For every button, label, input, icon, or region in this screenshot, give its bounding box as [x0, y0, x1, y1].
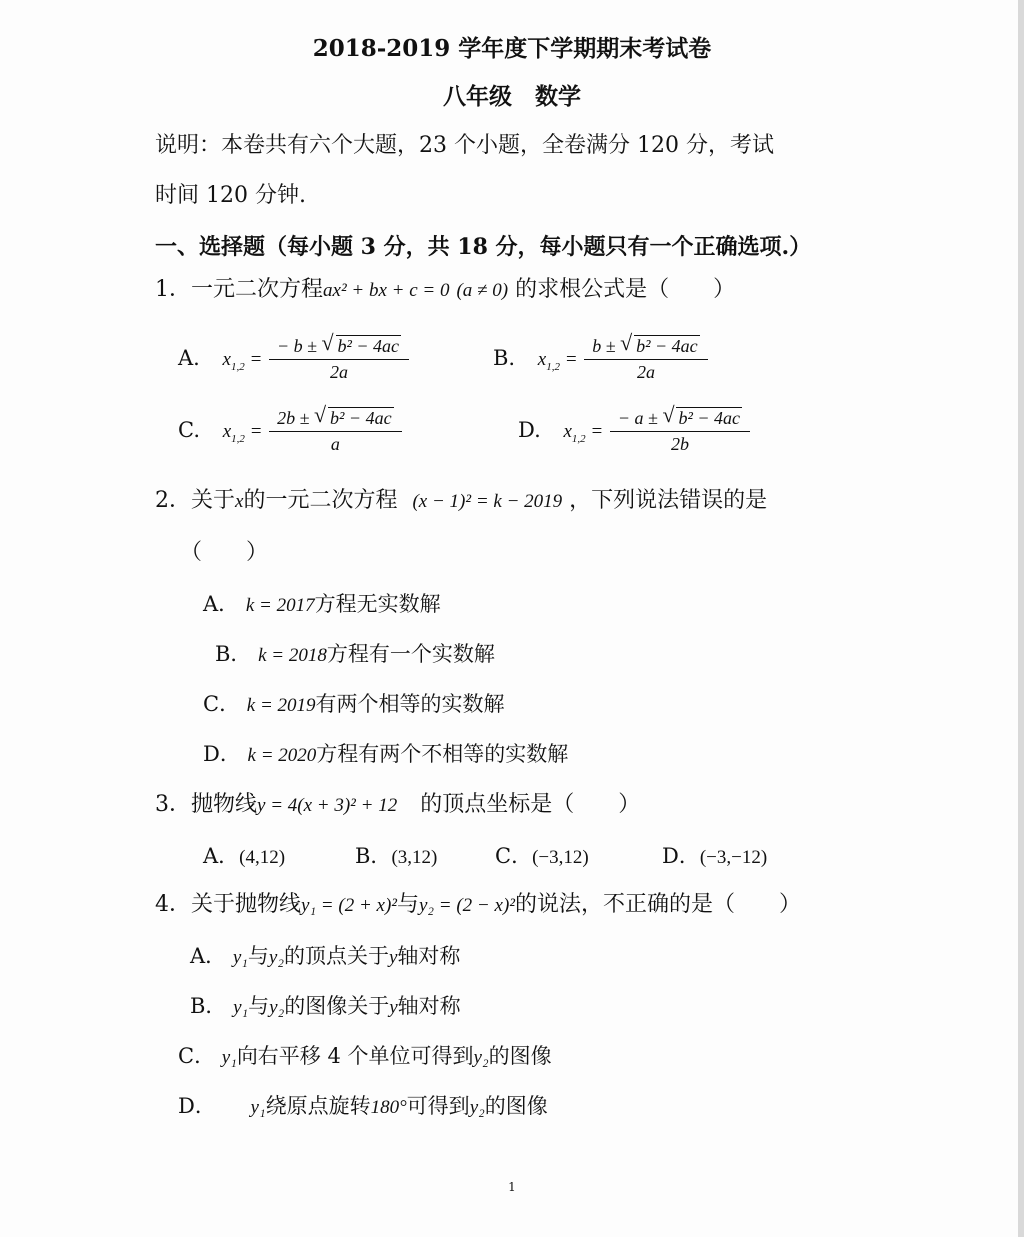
option-math: k = 2020 — [247, 745, 317, 766]
option-math: y₂ — [268, 947, 284, 968]
page-edge — [1018, 0, 1024, 1237]
section-1-heading: 一、选择题（每小题 3 分，共 18 分，每小题只有一个正确选项.） — [155, 234, 812, 260]
option-math: y — [388, 947, 398, 968]
option-letter: A. — [178, 346, 200, 370]
equation: ax² + bx + c = 0 — [323, 280, 450, 301]
formula-numerator-prefix: − b ± — [276, 336, 318, 356]
option-letter: C． — [178, 1044, 216, 1068]
question-text: ，下列说法错误的是 — [569, 488, 768, 513]
formula-radicand: b² − 4ac — [330, 408, 392, 428]
intro-line-2: 时间 120 分钟. — [155, 183, 306, 208]
option-text: 与 — [248, 994, 270, 1018]
formula-fraction: − b ± √ b² − 4ac 2a — [273, 336, 405, 383]
option-value: (−3,−12) — [699, 847, 768, 868]
option-text: 与 — [247, 944, 269, 968]
option-value: (3,12) — [391, 847, 438, 868]
option-letter: B. — [493, 346, 516, 370]
option-math: k = 2017 — [245, 595, 315, 616]
option-text: 可得到 — [406, 1094, 470, 1118]
question-4 — [155, 887, 801, 918]
q2-option-d — [203, 738, 568, 768]
option-letter: D． — [662, 844, 700, 868]
option-math: y — [389, 997, 398, 1018]
question-text: 的求根公式是（ ） — [515, 277, 736, 302]
formula-denominator: 2b — [610, 431, 750, 455]
option-text: 方程有两个不相等的实数解 — [316, 742, 569, 766]
equation-2: y₂ = (2 − x)² — [419, 895, 515, 916]
formula-fraction: b ± √ b² − 4ac 2a — [588, 336, 703, 383]
option-text: 的图像 — [484, 1094, 548, 1118]
question-2 — [155, 483, 767, 514]
exam-subtitle: 八年级 数学 — [443, 83, 581, 110]
formula-radicand: b² − 4ac — [337, 336, 400, 356]
formula-lhs: x — [563, 421, 572, 442]
question-3 — [155, 787, 640, 818]
formula-lhs: x — [537, 349, 547, 370]
question-number: 4． — [155, 892, 191, 917]
option-text: 方程有一个实数解 — [326, 642, 495, 666]
q3-option-b — [355, 840, 437, 870]
option-letter: A． — [203, 592, 240, 616]
option-text: 绕原点旋转 — [265, 1094, 371, 1118]
option-math: k = 2018 — [258, 645, 327, 666]
option-letter: D． — [178, 1094, 216, 1118]
equation-condition: (a ≠ 0) — [456, 280, 509, 301]
option-text: 轴对称 — [397, 944, 461, 968]
formula-numerator-prefix: b ± — [592, 336, 616, 356]
intro-line-1: 说明：本卷共有六个大题，23 个小题，全卷满分 120 分，考试 — [155, 133, 774, 158]
option-text: 的图像 — [488, 1044, 552, 1068]
q2-option-a — [203, 588, 441, 618]
q1-option-c: C. $x_{1,2}$ = 2b ± √ b² − 4ac a — [178, 408, 398, 455]
formula-fraction: − a ± √ b² − 4ac 2b — [614, 408, 746, 455]
q3-option-c — [495, 840, 589, 870]
option-letter: A． — [190, 944, 227, 968]
option-math: y₂ — [469, 1097, 485, 1118]
option-text: 轴对称 — [397, 994, 461, 1018]
formula-denominator: 2a — [584, 359, 707, 383]
equation-1: y₁ = (2 + x)² — [301, 895, 397, 916]
option-text: 的顶点关于 — [283, 944, 389, 968]
option-letter: C. — [178, 418, 200, 442]
formula-subscript: 1,2 — [231, 432, 245, 445]
formula-numerator-prefix: − a ± — [617, 408, 658, 428]
formula-denominator: a — [269, 431, 401, 455]
q1-option-d: D. $x_{1,2}$ = − a ± √ b² − 4ac 2b — [518, 408, 746, 455]
option-letter: B． — [355, 844, 392, 868]
option-letter: B． — [190, 994, 227, 1018]
formula-denominator: 2a — [269, 359, 409, 383]
q4-option-b — [190, 990, 461, 1020]
option-text: 向右平移 4 个单位可得到 — [236, 1044, 474, 1068]
question-text: 的说法，不正确的是（ ） — [514, 892, 801, 917]
option-letter: B． — [215, 642, 252, 666]
question-1 — [155, 272, 735, 303]
formula-subscript: 1,2 — [546, 360, 560, 373]
formula-radicand: b² − 4ac — [636, 336, 698, 356]
page-number: 1 — [508, 1180, 516, 1194]
equation: y = 4(x + 3)² + 12 — [257, 795, 398, 816]
formula-subscript: 1,2 — [230, 360, 245, 373]
option-text: 的图像关于 — [284, 994, 390, 1018]
question-text: 关于抛物线 — [191, 892, 302, 917]
formula-fraction: 2b ± √ b² − 4ac a — [273, 408, 397, 455]
option-letter: A． — [203, 844, 240, 868]
formula-lhs: x — [222, 349, 231, 370]
formula-lhs: x — [222, 421, 232, 442]
q4-option-d — [178, 1090, 548, 1120]
question-number: 1． — [155, 277, 191, 302]
option-math: y₂ — [473, 1047, 489, 1068]
q1-option-b: B. $x_{1,2}$ = b ± √ b² − 4ac 2a — [493, 336, 704, 383]
option-text: 有两个相等的实数解 — [315, 692, 505, 716]
question-text: 关于 — [191, 488, 236, 513]
formula-numerator-prefix: 2b ± — [277, 408, 310, 428]
option-value: (4,12) — [239, 847, 286, 868]
q4-option-a — [190, 940, 460, 970]
question-text: 与 — [396, 892, 419, 917]
option-letter: D． — [203, 742, 241, 766]
option-letter: C． — [203, 692, 241, 716]
option-text: 方程无实数解 — [314, 592, 441, 616]
formula-radicand: b² − 4ac — [678, 408, 740, 428]
question-text: 一元二次方程 — [191, 277, 324, 302]
option-value: (−3,12) — [532, 847, 589, 868]
option-letter: D. — [518, 418, 541, 442]
formula-subscript: 1,2 — [571, 432, 586, 445]
q3-option-d — [662, 840, 767, 870]
option-letter: C． — [495, 844, 533, 868]
variable: x — [235, 491, 244, 512]
q2-option-b — [215, 638, 495, 668]
answer-paren: （ ） — [180, 540, 269, 565]
option-math: k = 2019 — [246, 695, 316, 716]
q4-option-c — [178, 1040, 552, 1070]
q3-option-a — [203, 840, 285, 870]
option-math: y₁ — [232, 947, 248, 968]
option-math: y₂ — [269, 997, 285, 1018]
q1-option-a: A. $x_{1,2}$ = − b ± √ b² − 4ac 2a — [178, 336, 405, 383]
question-text: 的顶点坐标是（ ） — [420, 792, 641, 817]
option-math: y₁ — [221, 1047, 237, 1068]
q2-option-c — [203, 688, 505, 718]
option-math: 180° — [370, 1097, 407, 1118]
question-number: 3． — [155, 792, 191, 817]
option-math: y₁ — [250, 1097, 266, 1118]
exam-title: 2018-2019 学年度下学期期末考试卷 — [312, 35, 712, 62]
option-math: y₁ — [233, 997, 249, 1018]
question-text: 的一元二次方程 — [243, 488, 398, 513]
question-text: 抛物线 — [191, 792, 258, 817]
question-number: 2． — [155, 488, 191, 513]
equation: (x − 1)² = k − 2019 — [412, 491, 563, 512]
